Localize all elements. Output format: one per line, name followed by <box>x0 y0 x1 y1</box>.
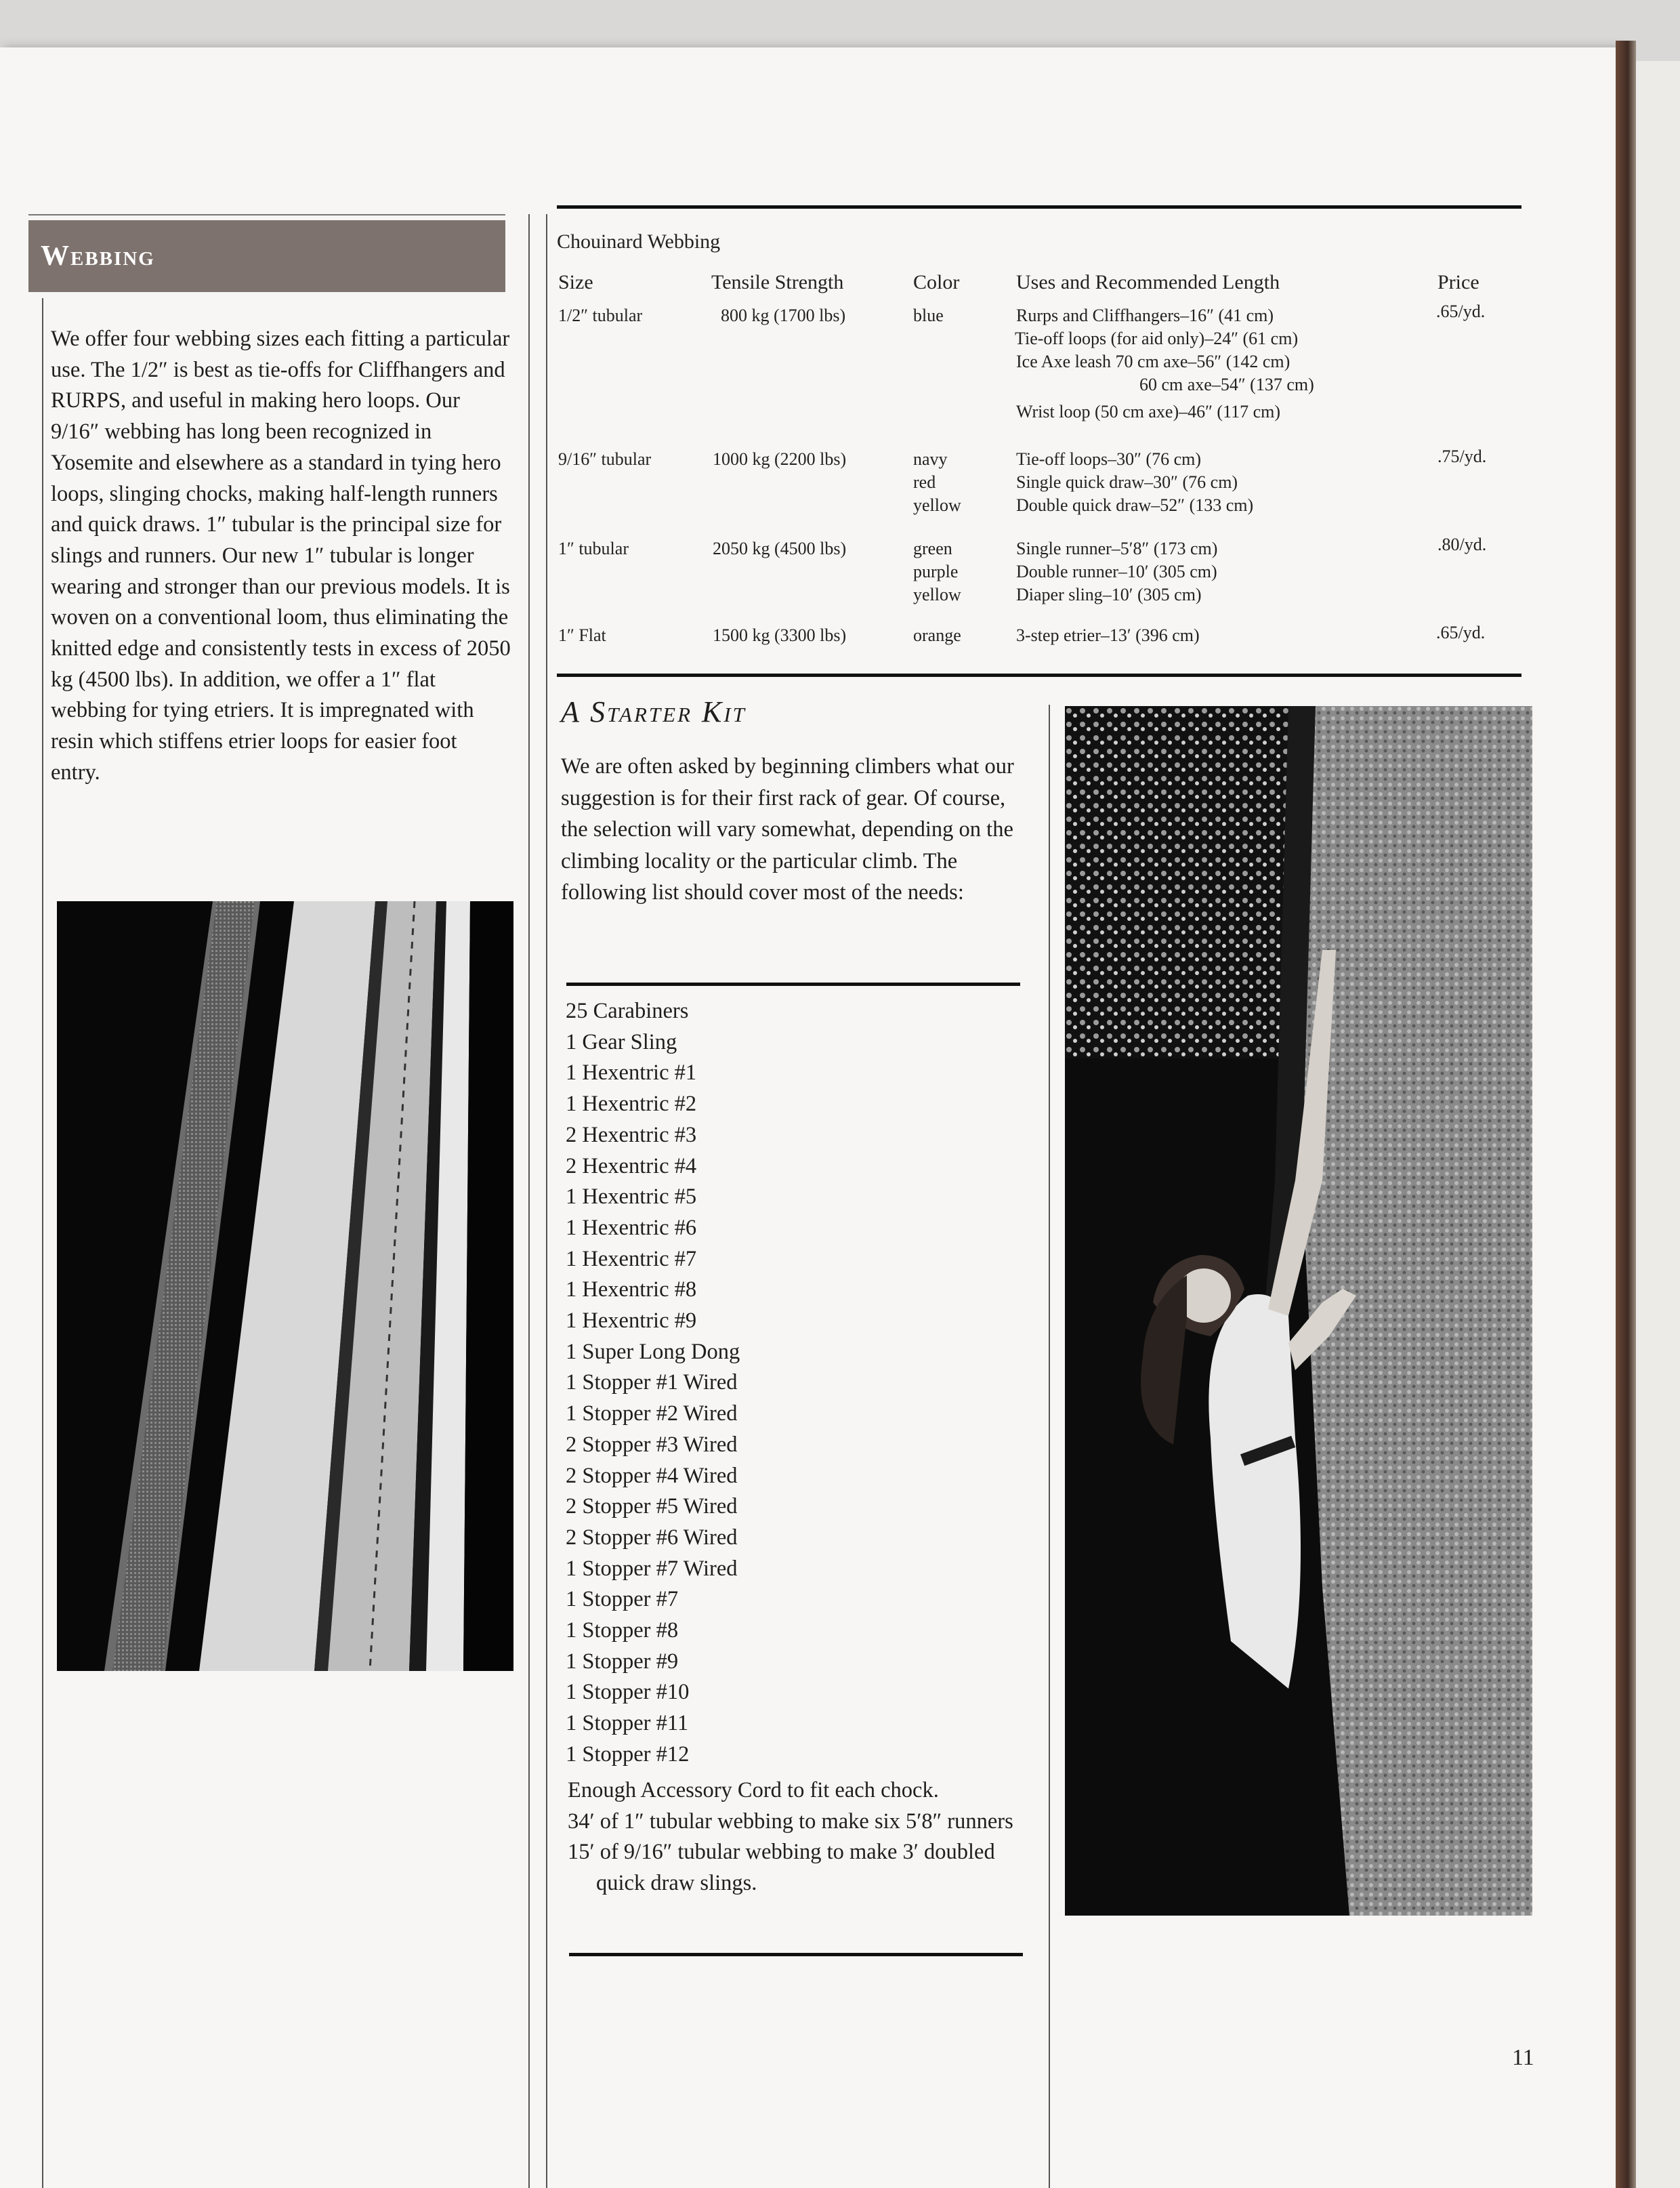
list-item: 1 Stopper #2 Wired <box>566 1401 738 1426</box>
row3-color: green <box>913 539 952 558</box>
list-item: 25 Carabiners <box>566 999 689 1023</box>
starter-kit-title: A Starter Kit <box>561 695 747 728</box>
row3-color: purple <box>913 562 959 581</box>
list-item: 1 Hexentric #5 <box>566 1184 697 1210</box>
list-item: 2 Stopper #5 Wired <box>566 1494 738 1519</box>
page-edge <box>1616 41 1636 2188</box>
list-item: 1 Hexentric #1 <box>566 1060 697 1086</box>
row4-price: .65/yd. <box>1436 623 1486 642</box>
row1-size: 1/2″ tubular <box>558 306 643 325</box>
list-item: 1 Stopper #9 <box>566 1649 679 1674</box>
climber-photo <box>1065 706 1532 1916</box>
starter-kit-extras <box>568 1775 1042 1899</box>
row2-use: Double quick draw–52″ (133 cm) <box>1016 495 1254 515</box>
row1-tensile: 800 kg (1700 lbs) <box>721 306 846 325</box>
list-item: 1 Gear Sling <box>566 1029 677 1054</box>
row1-use: Tie-off loops (for aid only)–24″ (61 cm) <box>1015 329 1299 348</box>
starter-kit-intro: We are often asked by beginning climbers what our suggestion is for their first rack of gear. Of course, the selection will vary somewhat, depending on the climbing locality or the particular climb. The following list should cover most of the needs: <box>561 754 1014 905</box>
row1-use: 60 cm axe–54″ (137 cm) <box>1139 375 1314 394</box>
row2-price: .75/yd. <box>1437 447 1487 466</box>
list-item: 1 Stopper #1 Wired <box>566 1370 738 1395</box>
starter-kit-list <box>566 996 1040 1771</box>
column-divider-2 <box>546 214 547 2188</box>
list-item: 1 Super Long Dong <box>566 1339 740 1364</box>
list-item: 2 Hexentric #3 <box>566 1122 697 1147</box>
row3-use: Diaper sling–10′ (305 cm) <box>1016 585 1202 604</box>
extra-item: 34′ of 1″ tubular webbing to make six 5′8″ runners <box>568 1809 1013 1834</box>
column-divider-3 <box>1049 705 1050 2188</box>
row2-color: red <box>913 472 936 492</box>
webbing-heading: Webbing <box>28 220 505 292</box>
table-title: Chouinard Webbing <box>557 230 721 253</box>
row2-use: Single quick draw–30″ (76 cm) <box>1016 472 1238 492</box>
list-item: 1 Stopper #10 <box>566 1680 690 1705</box>
list-item: 1 Hexentric #9 <box>566 1308 697 1334</box>
row4-use: 3-step etrier–13′ (396 cm) <box>1016 625 1200 645</box>
webbing-intro: We offer four webbing sizes each fitting a particular use. The 1/2″ is best as tie-offs for Cliffhangers and RURPS, and useful in making hero loops. Our 9/16″ webbing has long been recognized in Yosemite and elsewhere as a standard in tying hero loops, slinging chocks, making half-length runners and quick draws. 1″ tubular is the principal size for slings and runners. Our new 1″ tubular is longer wearing and stronger than our previous models. It is woven on a conventional loom, thus eliminating the knitted edge and consistently tests in excess of 2050 kg (4500 lbs). In addition, we offer a 1″ flat webbing for tying etriers. It is impregnated with resin which stiffens etrier loops for easier foot entry. <box>51 327 511 785</box>
extra-item: Enough Accessory Cord to fit each chock. <box>568 1778 939 1802</box>
header-price: Price <box>1437 271 1479 293</box>
list-item: 2 Stopper #6 Wired <box>566 1525 738 1550</box>
list-item: 1 Hexentric #8 <box>566 1277 697 1302</box>
header-color: Color <box>913 271 960 293</box>
table-top-rule <box>557 205 1521 209</box>
row1-use: Ice Axe leash 70 cm axe–56″ (142 cm) <box>1016 352 1290 371</box>
list-item: 1 Hexentric #7 <box>566 1246 697 1271</box>
row3-tensile: 2050 kg (4500 lbs) <box>713 539 847 558</box>
header-size: Size <box>558 271 593 293</box>
header-uses: Uses and Recommended Length <box>1016 271 1280 293</box>
row1-color: blue <box>913 306 944 325</box>
list-item: 1 Stopper #7 <box>566 1587 679 1612</box>
row2-size: 9/16″ tubular <box>558 449 652 469</box>
row4-size: 1″ Flat <box>558 625 606 645</box>
row2-color: yellow <box>913 495 961 515</box>
list-item: 1 Hexentric #2 <box>566 1092 697 1117</box>
list-item: 1 Hexentric #6 <box>566 1215 697 1240</box>
row2-use: Tie-off loops–30″ (76 cm) <box>1016 449 1201 469</box>
row3-use: Single runner–5′8″ (173 cm) <box>1016 539 1218 558</box>
kit-list-top-rule <box>566 983 1020 986</box>
row3-use: Double runner–10′ (305 cm) <box>1016 562 1217 581</box>
left-column-rule <box>42 298 43 2188</box>
left-top-rule <box>28 214 505 215</box>
row1-use: Wrist loop (50 cm axe)–46″ (117 cm) <box>1016 402 1281 421</box>
row3-price: .80/yd. <box>1437 535 1487 554</box>
next-page-edge <box>1636 61 1680 2188</box>
list-item: 1 Stopper #7 Wired <box>566 1556 738 1581</box>
row4-tensile: 1500 kg (3300 lbs) <box>713 625 847 645</box>
row2-tensile: 1000 kg (2200 lbs) <box>713 449 847 469</box>
header-tensile: Tensile Strength <box>711 271 844 293</box>
column-divider-1 <box>528 214 530 2188</box>
webbing-photo <box>57 901 513 1671</box>
row3-color: yellow <box>913 585 961 604</box>
extra-item: 15′ of 9/16″ tubular webbing to make 3′ doubled quick draw slings. <box>568 1840 995 1896</box>
list-item: 1 Stopper #12 <box>566 1741 690 1767</box>
row2-color: navy <box>913 449 948 469</box>
row3-size: 1″ tubular <box>558 539 629 558</box>
page-number: 11 <box>1512 2045 1534 2070</box>
list-item: 2 Hexentric #4 <box>566 1153 697 1178</box>
list-item: 2 Stopper #3 Wired <box>566 1432 738 1457</box>
list-item: 1 Stopper #8 <box>566 1618 679 1643</box>
row1-use: Rurps and Cliffhangers–16″ (41 cm) <box>1016 306 1274 325</box>
row4-color: orange <box>913 625 961 645</box>
kit-list-bottom-rule <box>569 1953 1023 1956</box>
row1-price: .65/yd. <box>1436 302 1486 321</box>
list-item: 2 Stopper #4 Wired <box>566 1463 738 1488</box>
list-item: 1 Stopper #11 <box>566 1711 689 1736</box>
table-bottom-rule <box>557 674 1521 677</box>
